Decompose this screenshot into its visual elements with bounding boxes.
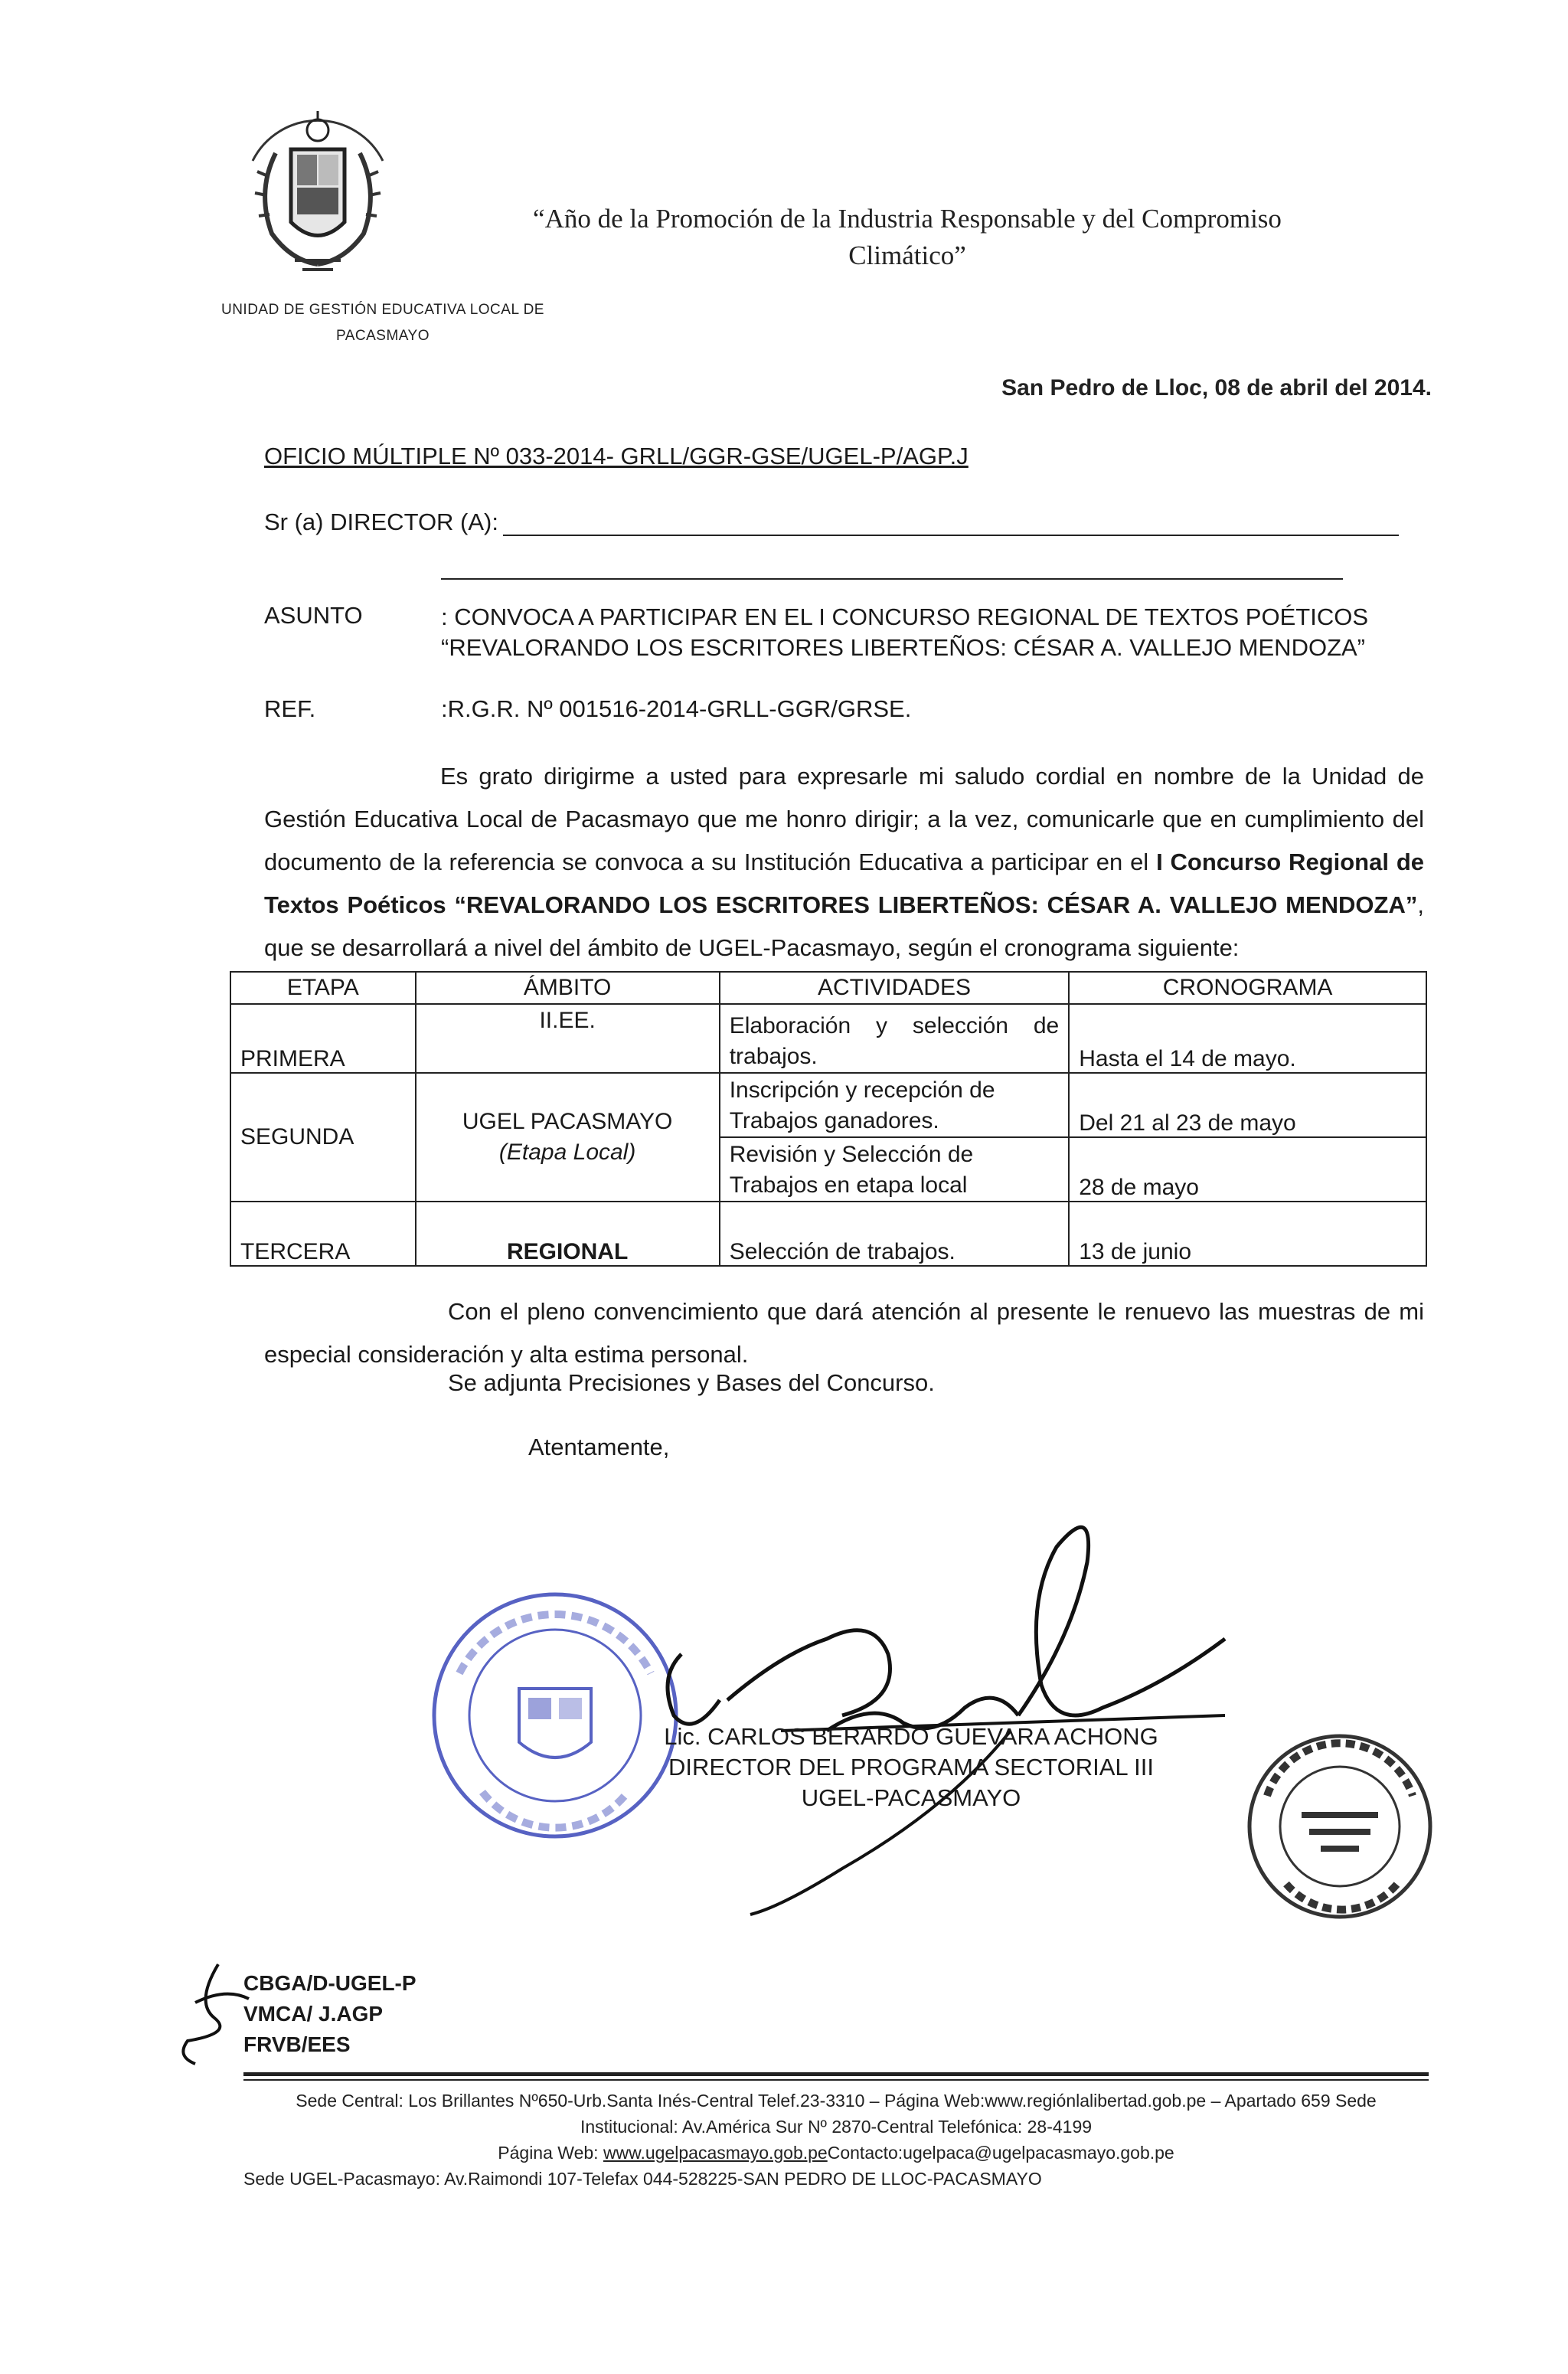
table-row [230, 1004, 1426, 1073]
handwritten-signature [551, 1409, 1240, 1945]
closing-paragraph: Con el pleno convencimiento que dará atención al presente le renuevo las muestras de mi especial consideración y alta estima personal. [264, 1298, 1424, 1368]
subject-line2: “REVALORANDO LOS ESCRITORES LIBERTEÑOS: CÉSAR A. VALLEJO MENDOZA” [441, 634, 1366, 661]
reference-label: REF. [264, 695, 316, 722]
schedule-header-row [230, 972, 1426, 1004]
table-row [230, 1202, 1426, 1266]
footer-line3 [243, 2140, 1429, 2166]
subject-line1: : CONVOCA A PARTICIPAR EN EL I CONCURSO REGIONAL DE TEXTOS POÉTICOS [441, 603, 1368, 630]
reference-initials [243, 1968, 416, 2060]
signatory-name: Lic. CARLOS BERARDO GUEVARA ACHONG [664, 1723, 1158, 1750]
footer-contact: Contacto:ugelpaca@ugelpacasmayo.gob.pe [827, 2143, 1174, 2163]
table-row [230, 1073, 1426, 1137]
separator-line [441, 578, 1343, 580]
regional-crest-logo [222, 69, 413, 291]
footer-rule-thin [243, 2079, 1429, 2081]
official-stamp-right [1244, 1731, 1436, 1922]
ambito-segunda-sub: (Etapa Local) [498, 1140, 636, 1165]
etapa-tercera: TERCERA [230, 1202, 416, 1266]
attachment-note: Se adjunta Precisiones y Bases del Concurso. [448, 1369, 935, 1396]
fecha-tercera: 13 de junio [1069, 1202, 1426, 1266]
footer-line4: Sede UGEL-Pacasmayo: Av.Raimondi 107-Telefax 044-528225-SAN PEDRO DE LLOC-PACASMAYO [243, 2169, 1042, 2189]
actividad-primera: Elaboración y selección de trabajos. [720, 1004, 1070, 1073]
footer-rule-thick [243, 2072, 1429, 2076]
fecha-segunda-1: Del 21 al 23 de mayo [1069, 1073, 1426, 1137]
fecha-segunda-2: 28 de mayo [1069, 1137, 1426, 1202]
ambito-primera: II.EE. [416, 1004, 720, 1073]
body-text-1: Es grato dirigirme a usted para expresarle mi saludo cordial en nombre de la Unidad de Gestión Educativa Local de Pacasmayo que me honro dirigir; a la vez, comunicarle que en cumplimiento del documento de la referencia se convoca a su Institución Educativa a participar en el [264, 763, 1424, 875]
body-text-2: , que se desarrollará a nivel del ámbito de UGEL-Pacasmayo, según el cronograma siguiente: [264, 891, 1424, 961]
unit-name-line2: PACASMAYO [335, 328, 430, 344]
body-paragraph [264, 755, 1424, 970]
year-motto-line1: “Año de la Promoción de la Industria Responsable y del Compromiso [533, 204, 1282, 234]
signatory-title: DIRECTOR DEL PROGRAMA SECTORIAL III [668, 1754, 1154, 1780]
footer-web-link[interactable]: www.ugelpacasmayo.gob.pe [603, 2143, 828, 2163]
header-etapa: ETAPA [230, 972, 416, 1004]
ambito-tercera: REGIONAL [416, 1202, 720, 1266]
addressee-label: Sr (a) DIRECTOR (A): [264, 508, 498, 535]
etapa-primera: PRIMERA [230, 1004, 416, 1073]
closing-salutation: Atentamente, [528, 1434, 670, 1460]
initials-line3: FRVB/EES [243, 2032, 351, 2056]
actividad-tercera: Selección de trabajos. [720, 1202, 1070, 1266]
addressee-line [264, 508, 1399, 536]
footer-line2: Institucional: Av.América Sur Nº 2870-Central Telefónica: 28-4199 [580, 2117, 1093, 2137]
subject-text [441, 602, 1436, 663]
ambito-segunda-main: UGEL PACASMAYO [462, 1109, 673, 1134]
year-motto [429, 201, 1386, 274]
subject-label: ASUNTO [264, 602, 363, 629]
footer-web-prefix: Página Web: [498, 2143, 603, 2163]
header-ambito: ÁMBITO [416, 972, 720, 1004]
etapa-segunda: SEGUNDA [230, 1073, 416, 1202]
footer-contact-info [243, 2088, 1429, 2192]
place-and-date: San Pedro de Lloc, 08 de abril del 2014. [1001, 375, 1432, 401]
signatory-office: UGEL-PACASMAYO [801, 1784, 1021, 1811]
year-motto-line2: Climático” [848, 240, 966, 270]
fecha-primera: Hasta el 14 de mayo. [1069, 1004, 1426, 1073]
unit-name-line1: UNIDAD DE GESTIÓN EDUCATIVA LOCAL DE [220, 302, 544, 318]
schedule-table [230, 971, 1427, 1267]
ambito-segunda [416, 1073, 720, 1202]
header-actividades: ACTIVIDADES [720, 972, 1070, 1004]
header-cronograma: CRONOGRAMA [1069, 972, 1426, 1004]
actividad-segunda-1: Inscripción y recepción de Trabajos ganadores. [720, 1073, 1070, 1137]
actividad-segunda-2: Revisión y Selección de Trabajos en etapa local [720, 1137, 1070, 1202]
initials-line2: VMCA/ J.AGP [243, 2002, 384, 2026]
footer-line1: Sede Central: Los Brillantes Nº650-Urb.Santa Inés-Central Telef.23-3310 – Página Web:www.regiónlalibertad.gob.pe – Apartado 659 Sede [296, 2091, 1377, 2111]
addressee-blank [503, 513, 1399, 536]
body-contest-name: I Concurso Regional de Textos Poéticos “REVALORANDO LOS ESCRITORES LIBERTEÑOS: CÉSAR A. VALLEJO MENDOZA” [264, 849, 1424, 918]
issuing-unit-name [191, 297, 574, 349]
signatory-block [605, 1722, 1217, 1813]
oficio-reference: OFICIO MÚLTIPLE Nº 033-2014- GRLL/GGR-GSE/UGEL-P/AGP.J [264, 443, 969, 469]
reference-text: :R.G.R. Nº 001516-2014-GRLL-GGR/GRSE. [441, 695, 912, 722]
initials-line1: CBGA/D-UGEL-P [243, 1971, 416, 1995]
